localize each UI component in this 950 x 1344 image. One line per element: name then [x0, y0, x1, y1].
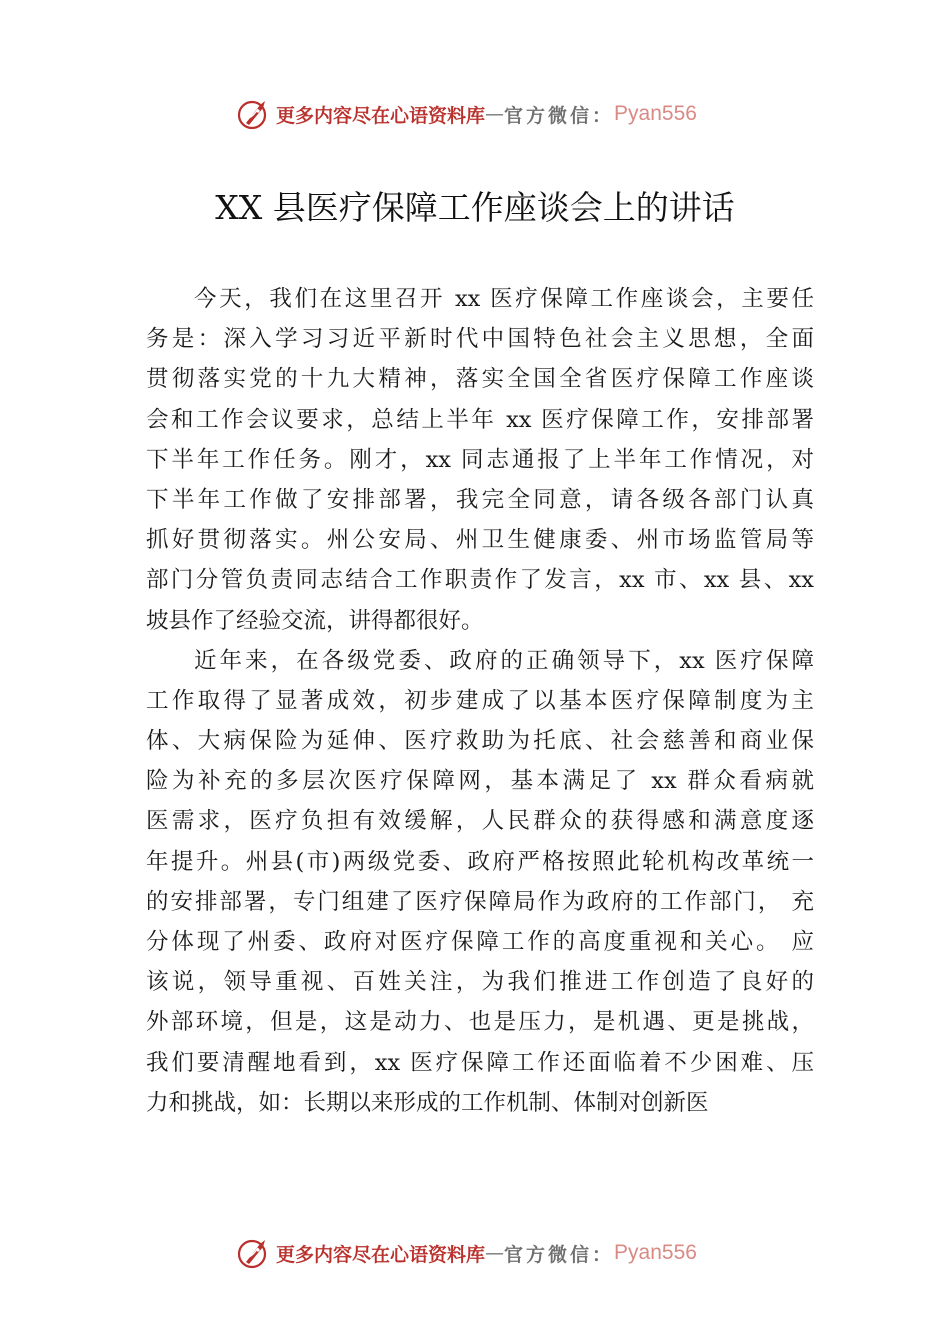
text-line: 体、大病保险为延伸、医疗救助为托底、社会慈善和商业保 [146, 728, 814, 755]
banner-wechat-label: 官方微信： [504, 104, 615, 127]
text-line: 下半年工作做了安排部署，我完全同意，请各级各部门认真 [146, 486, 814, 513]
banner-text: 更多内容尽在心语资料库 [276, 1243, 486, 1266]
banner-separator: — [485, 103, 505, 125]
text-line: 力和挑战，如：长期以来形成的工作机制、体制对创新医 [146, 1089, 709, 1116]
text-line: 该说，领导重视、百姓关注，为我们推进工作创造了良好的 [146, 969, 814, 996]
text-line: 分体现了州委、政府对医疗保障工作的高度重视和关心。 应 [146, 929, 814, 955]
text-line: 坡县作了经验交流，讲得都很好。 [146, 607, 484, 634]
text-line: 今天，我们在这里召开 xx 医疗保障工作座谈会，主要任 [194, 286, 814, 312]
text-line: 近年来，在各级党委、政府的正确领导下，xx 医疗保障 [194, 647, 814, 674]
footer-banner [236, 1233, 697, 1273]
banner-wechat-label: 官方微信： [504, 1243, 615, 1266]
pen-nib-logo-icon [236, 96, 272, 132]
text-line: 会和工作会议要求，总结上半年 xx 医疗保障工作，安排部署 [146, 406, 814, 433]
text-line: 险为补充的多层次医疗保障网，基本满足了 xx 群众看病就 [146, 768, 814, 795]
text-line: 贯彻落实党的十九大精神，落实全国全省医疗保障工作座谈 [146, 366, 814, 393]
text-line: 抓好贯彻落实。州公安局、州卫生健康委、州市场监管局等 [146, 527, 814, 554]
document-body [146, 279, 814, 1123]
text-line: 我们要清醒地看到，xx 医疗保障工作还面临着不少困难、压 [146, 1049, 814, 1076]
text-line: 下半年工作任务。刚才，xx 同志通报了上半年工作情况，对 [146, 446, 814, 473]
text-line: 务是：深入学习习近平新时代中国特色社会主义思想，全面 [146, 326, 814, 353]
banner-separator: — [485, 1242, 505, 1264]
text-line: 医需求，医疗负担有效缓解，人民群众的获得感和满意度逐 [146, 808, 814, 835]
pen-nib-logo-icon [236, 1235, 272, 1271]
text-line: 年提升。州县(市)两级党委、政府严格按照此轮机构改革统一 [146, 848, 814, 875]
banner-wechat-id: Pyan556 [614, 1241, 697, 1264]
text-line: 工作取得了显著成效，初步建成了以基本医疗保障制度为主 [146, 687, 814, 714]
banner-wechat-id: Pyan556 [614, 102, 697, 125]
text-line: 的安排部署，专门组建了医疗保障局作为政府的工作部门， 充 [146, 888, 814, 915]
text-line: 外部环境，但是，这是动力、也是压力，是机遇、更是挑战， [146, 1009, 814, 1036]
document-title: XX 县医疗保障工作座谈会上的讲话 [215, 188, 735, 227]
banner-text: 更多内容尽在心语资料库 [276, 104, 486, 127]
text-line: 部门分管负责同志结合工作职责作了发言，xx 市、xx 县、xx [146, 567, 814, 594]
header-banner [236, 94, 697, 134]
